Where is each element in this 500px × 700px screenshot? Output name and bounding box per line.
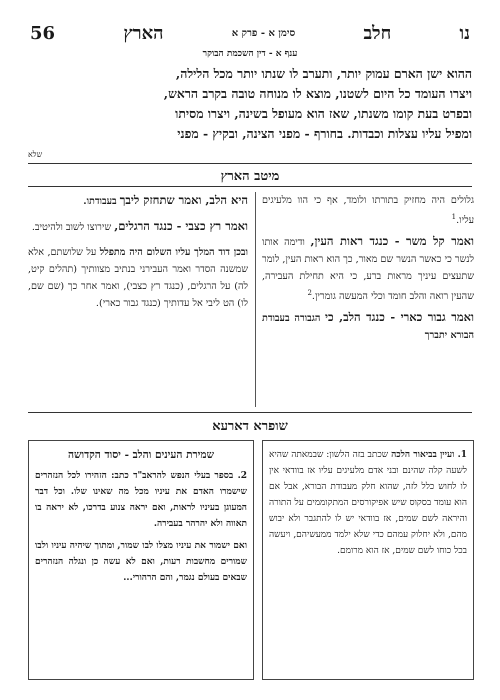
section-rule (28, 186, 472, 187)
siman-label: סימן א - פרק א (231, 27, 296, 39)
right-para-3-lead: ואמר גבור כארי - כנגד הלב, כי (324, 310, 474, 325)
right-para-2: ואמר קל משר - כנגד ראות העין, ודימה אותו לנשר כי כאשר הנשר שם מאור, כך הוא ראות העין, לומר שתעצים עיניך מראות ברע, כי היא תחילת העבירה, שהעין רואה והלב חומד וכלי המעשה גומרין.$^2$ (262, 234, 474, 303)
footnote-2-lead: 2. בספר (214, 471, 247, 481)
section-title-meitav: מיטב הארץ (220, 169, 280, 184)
running-title-right: הארץ (123, 22, 164, 44)
column-divider (255, 192, 256, 407)
right-para-2-lead: ואמר קל משר - כנגד ראות העין, (310, 234, 474, 249)
left-para-2: ואמר רץ כצבי - כנגד הרגלים, שירוצו לשוב ולהיטיב. (31, 219, 248, 233)
left-column (28, 192, 248, 312)
chapter-subheader: ענף א - דין השכמת הבוקר (202, 49, 298, 59)
left-para-1: היא הלב, ואמר שתחזק ליבך בעבודתו. (83, 193, 248, 207)
intro-tail: שלא (28, 150, 43, 159)
left-para-2-lead: ואמר רץ כצבי - כנגד הרגלים, (114, 219, 248, 233)
intro-line: ומפיל עליו עצלות וכבדות. בחורף - מפני הצינה, ובקיץ - מפני (177, 126, 472, 141)
intro-line: ההוא ישן הארם עמוק יותר, ותערב לו שנתו יותר מכל הלילה, (175, 66, 472, 81)
section-rule (28, 412, 472, 413)
footnote-2-text: בעלי הנפש להראב"ד כתב: הזהירו לכל הנזהרים שישמרו האדם את עיניו מכל מה שאינו שלו. וכל דבר המעוגן בעיניו לראות, ואם יראה צנוע בדרכו, לא יראה בו תאווה ולא יהרהר בעבירה. (35, 471, 247, 529)
page-number: 56 (30, 22, 56, 44)
footnote-2-continued (35, 538, 247, 586)
intro-paragraph (28, 64, 472, 144)
footnote-2 (35, 468, 247, 532)
intro-line: ויצרו העומד כל היום לשטנו, מוצא לו מנוחה טובה בקרב הראש, (163, 86, 472, 101)
footnote-ref: 1 (451, 213, 457, 221)
right-para-1: גלולים היה מחזיק בתורתו ולומד, אף כי הוו מלעיגים עליו.$^1$ (262, 195, 474, 227)
page-header (30, 20, 470, 46)
section-title-shufra: שופרא דארעא (212, 419, 288, 434)
footnote-1-lead: 1. ועיין בביאור הלכה (391, 450, 467, 460)
footnote-ref: 2 (307, 289, 312, 298)
footnote-box-right (262, 440, 474, 680)
intro-line: ובפרט בעת קומו משנתו, שאז הוא מעופל בשינה, ויצרו מסיתו (175, 106, 472, 121)
right-para-3: ואמר גבור כארי - כנגד הלב, כי הגבורה בעבודת הבורא יתברך (262, 310, 474, 342)
left-para-3-lead: ובכן דוד המלך עליו השלום היה מתפלל (99, 247, 248, 258)
footnote-2b-lead: ואם ישמור את עיניו מצלו לבו שמור, (117, 541, 247, 551)
footnote-box-left (28, 440, 254, 680)
footnote-1-text: שכתב בזה הלשון: שבמאתה שהיא לשעה קלה שהינם ובני אדם מלעיגים עליו אז בוודאי אין לו לחוש כלל לזה, שהוא חלק מעבודת הבורא, אבל אם הוא עומד בסקוס שיש אפיקורסים המתקוממים על התורה והיראה לשם שמים, אז בוודאי יש לו להתגבר ולא יבוש מהם, ולא יחלוק עמהם כדי שלא ילמד ממעשיהם, ויעשה בכל כוחו לשם שמים, אז הוא מרומם. (269, 450, 467, 556)
left-para-3: ובכן דוד המלך עליו השלום היה מתפלל על שלושתם, אלא שמשנה הסדר ואמר העבירני בנתיב מצוותיך (תהלים קיט, לה) על הרגלים, (כנגד רץ כצבי), ואמר אחר כך (שם שם, לו) הט ליבי אל עדותיך (כנגד גבור כארי). (28, 247, 248, 309)
footnote-box-title: שמירת העינים והלב - יסוד הקדושה (67, 449, 215, 461)
left-para-1-lead: היא הלב, ואמר שתחזק ליבך (119, 193, 248, 207)
hebrew-page-letter: נו (459, 22, 470, 44)
footnote-2b-text: ומתוך שיהיה עיניו ולבו שמורים מחשבות רעות, ואם לא עשה כן ונגלה הנזהרים שבאים בעולם נגמר, והם הרהורי... (35, 541, 247, 583)
section-rule (28, 163, 472, 164)
right-column (262, 192, 474, 344)
running-title-left: חלב (363, 22, 392, 44)
